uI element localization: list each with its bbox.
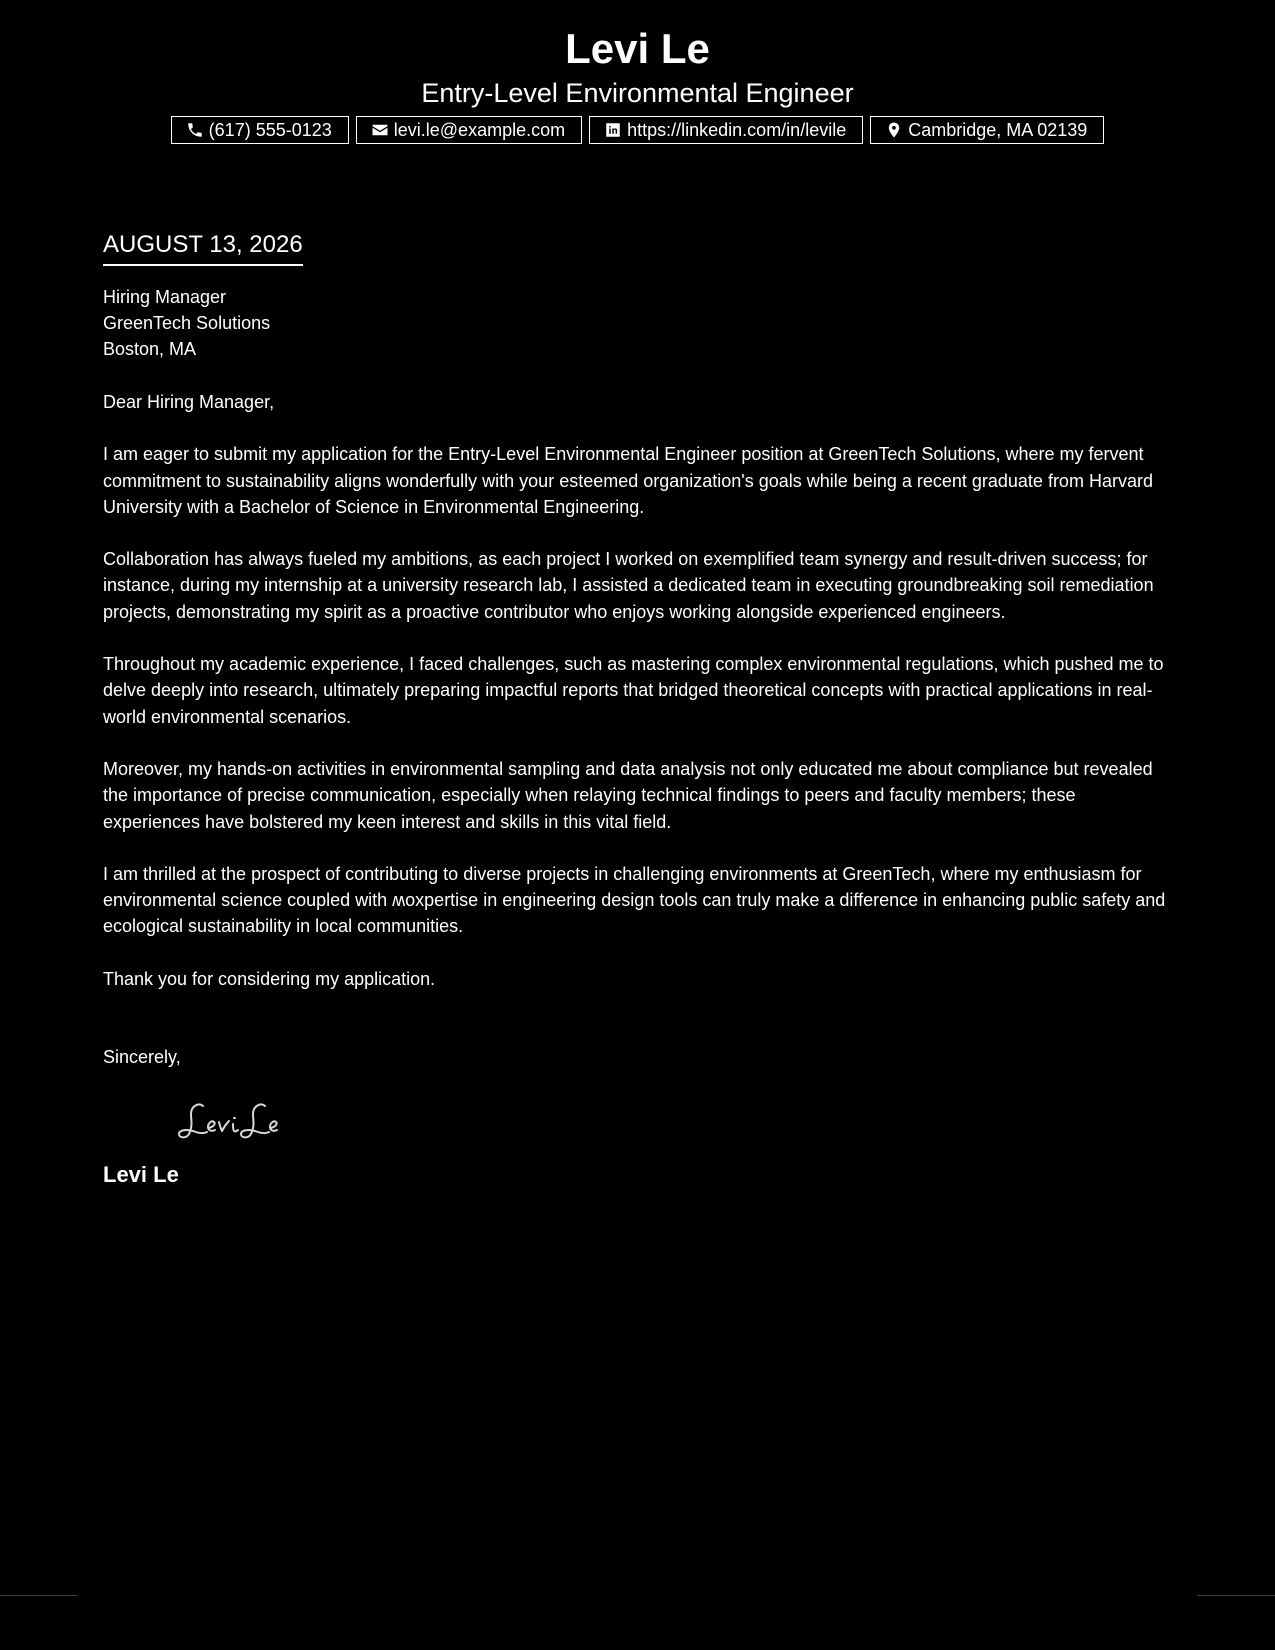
phone-text: (617) 555-0123 bbox=[208, 119, 332, 140]
linkedin-text: https://linkedin.com/in/levile bbox=[627, 119, 847, 140]
applicant-title: Entry-Level Environmental Engineer bbox=[421, 78, 854, 108]
recipient-line: Boston, MA bbox=[103, 339, 197, 359]
recipient-line: GreenTech Solutions bbox=[103, 313, 271, 333]
body-paragraph: Thank you for considering my application. bbox=[103, 968, 436, 989]
letter-body bbox=[103, 228, 1173, 1189]
body-paragraph: Throughout my academic experience, I faced challenges, such as mastering complex environmental regulations, which pushed me to delve deeply into research, ultimately preparing impactful reports that bridged theoretical concepts with practical applications in real-world environmental scenarios. bbox=[103, 654, 1164, 727]
envelope-icon bbox=[371, 121, 389, 139]
linkedin-chip[interactable] bbox=[589, 116, 863, 144]
recipient-line: Hiring Manager bbox=[103, 287, 227, 307]
body-paragraph: Moreover, my hands-on activities in environmental sampling and data analysis not only educated me about compliance but revealed the importance of precise communication, especially when relaying technical findings to peers and faculty members; these experiences have bolstered my keen interest and skills in this vital field. bbox=[103, 758, 1153, 832]
footer-rule-left bbox=[0, 1595, 78, 1596]
salutation: Dear Hiring Manager, bbox=[103, 392, 275, 412]
email-chip[interactable] bbox=[356, 116, 582, 144]
recipient-block bbox=[103, 284, 1173, 362]
body-paragraph: I am thrilled at the prospect of contributing to diverse projects in challenging environments at GreenTech, where my enthusiasm for environmental science coupled with ʍoxpertise in engineering design tools can truly make a difference in enhancing public safety and ecological sustainability in local communities. bbox=[103, 863, 1166, 937]
handwritten-signature bbox=[175, 1092, 1173, 1150]
letter-header bbox=[0, 22, 1275, 144]
signed-name: Levi Le bbox=[103, 1162, 179, 1188]
phone-icon bbox=[186, 121, 204, 139]
email-text: levi.le@example.com bbox=[393, 119, 566, 140]
letter-date: AUGUST 13, 2026 bbox=[103, 228, 303, 266]
location-text: Cambridge, MA 02139 bbox=[908, 119, 1088, 140]
map-pin-icon bbox=[885, 121, 903, 139]
body-paragraph: I am eager to submit my application for the Entry-Level Environmental Engineer position at GreenTech Solutions, where my fervent commitment to sustainability aligns wonderfully with your esteemed organization's goals while being a recent graduate from Harvard University with a Bachelor of Science in Environmental Engineering. bbox=[103, 444, 1153, 517]
linkedin-icon bbox=[604, 121, 622, 139]
body-paragraph: Collaboration has always fueled my ambitions, as each project I worked on exemplified team synergy and result-driven success; for instance, during my internship at a university research lab, I assisted a dedicated team in executing groundbreaking soil remediation projects, demonstrating my spirit as a proactive contributor who enjoys working alongside experienced engineers. bbox=[103, 549, 1154, 622]
applicant-name: Levi Le bbox=[565, 25, 710, 72]
phone-chip[interactable] bbox=[171, 116, 349, 144]
location-chip[interactable] bbox=[870, 116, 1104, 144]
closing: Sincerely, bbox=[103, 1047, 181, 1068]
contact-bar bbox=[0, 116, 1275, 144]
footer-rule-right bbox=[1197, 1595, 1275, 1596]
